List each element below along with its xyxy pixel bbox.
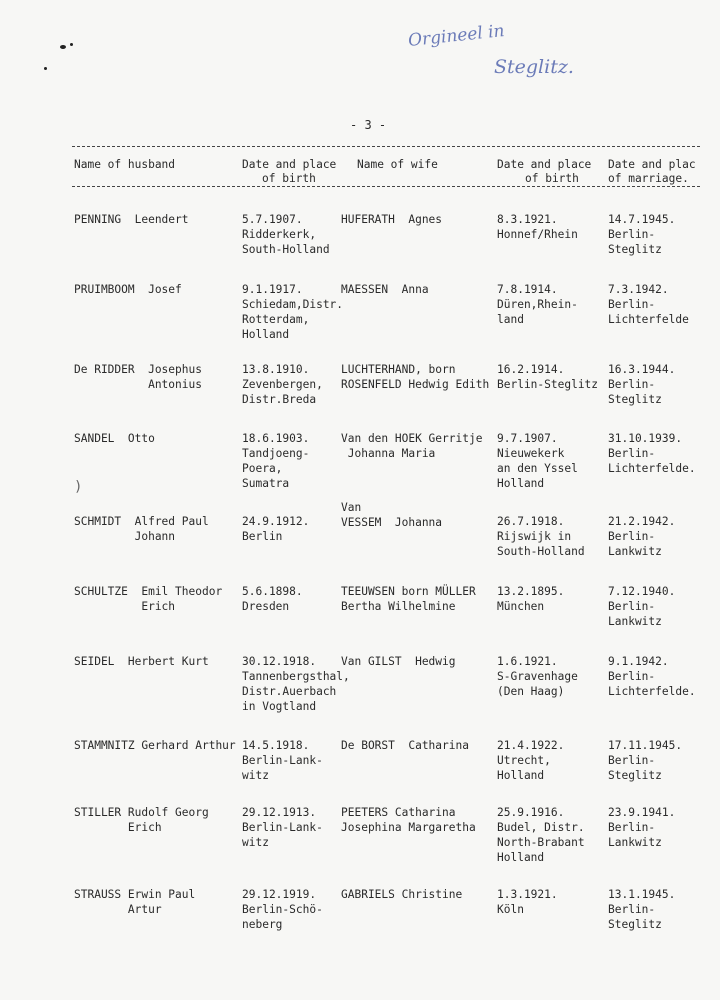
row-4-marriage: [608, 431, 696, 476]
husband-line-1: SCHMIDT Alfred Paul: [74, 515, 209, 528]
dob-line: (Den Haag): [497, 685, 565, 698]
husband-line-2: Erich: [74, 600, 176, 613]
husband-line-1: SCHULTZE Emil Theodor: [74, 585, 223, 598]
dob-line: Berlin-Schö-: [242, 903, 323, 916]
husband-line-1: SANDEL Otto: [74, 432, 155, 445]
dob-line: 7.8.1914.: [497, 283, 558, 296]
dom-line: Berlin-: [608, 447, 656, 460]
row-9-husband: [74, 805, 209, 835]
row-8-marriage: [608, 738, 682, 783]
wife-line: Johanna Maria: [341, 447, 436, 460]
dob-line: Rijswijk in: [497, 530, 572, 543]
row-9-wife-dob: [497, 805, 585, 865]
dom-line: Lichterfelde.: [608, 685, 696, 698]
husband-line-1: STAMMNITZ Gerhard Arthur: [74, 739, 236, 752]
wife-line: LUCHTERHAND, born: [341, 363, 456, 376]
husband-line-1: SEIDEL Herbert Kurt: [74, 655, 209, 668]
row-2-wife-dob: [497, 282, 578, 327]
dob-line: 26.7.1918.: [497, 515, 565, 528]
handwritten-note-line2: Steglitz.: [494, 56, 574, 78]
row-4-wife: [341, 431, 482, 461]
ink-mark: [60, 45, 66, 49]
dob-line: München: [497, 600, 545, 613]
dob-line: Tannenbergsthal,: [242, 670, 350, 683]
dom-line: Berlin-: [608, 228, 656, 241]
row-4-wife-dob: [497, 431, 578, 491]
header-husband-dob-1: Date and place: [242, 158, 337, 171]
row-5-marriage: [608, 514, 675, 559]
dob-line: Schiedam,Distr.: [242, 298, 344, 311]
row-1-marriage: [608, 212, 675, 257]
dob-line: 16.2.1914.: [497, 363, 565, 376]
row-7-husband-dob: [242, 654, 350, 714]
dob-line: 9.7.1907.: [497, 432, 558, 445]
dob-line: Poera,: [242, 462, 283, 475]
row-7-wife-dob: [497, 654, 578, 699]
row-3-wife-dob: [497, 362, 598, 392]
husband-line-1: PENNING Leendert: [74, 213, 189, 226]
dob-line: Distr.Breda: [242, 393, 317, 406]
row-10-husband-dob: [242, 887, 323, 932]
handwritten-note-line1: Orgineel in: [407, 21, 506, 51]
row-5-wife: [341, 500, 442, 530]
dom-line: Berlin-: [608, 754, 656, 767]
husband-line-1: PRUIMBOOM Josef: [74, 283, 182, 296]
row-7-husband: [74, 654, 209, 669]
dob-line: 29.12.1913.: [242, 806, 317, 819]
dob-line: 13.8.1910.: [242, 363, 310, 376]
wife-line: TEEUWSEN born MÜLLER: [341, 585, 476, 598]
dom-line: 9.1.1942.: [608, 655, 669, 668]
row-5-husband-dob: [242, 514, 309, 544]
dob-line: 18.6.1903.: [242, 432, 310, 445]
dob-line: 14.5.1918.: [242, 739, 310, 752]
dom-line: Berlin-: [608, 298, 656, 311]
dob-line: 8.3.1921.: [497, 213, 558, 226]
row-6-husband-dob: [242, 584, 303, 614]
wife-line: PEETERS Catharina: [341, 806, 456, 819]
dob-line: South-Holland: [242, 243, 330, 256]
dob-line: Tandjoeng-: [242, 447, 310, 460]
husband-line-2: Johann: [74, 530, 176, 543]
dob-line: S-Gravenhage: [497, 670, 578, 683]
row-8-husband-dob: [242, 738, 323, 783]
husband-line-1: STRAUSS Erwin Paul: [74, 888, 196, 901]
ink-mark: [44, 67, 47, 70]
dob-line: neberg: [242, 918, 283, 931]
wife-line: Van GILST Hedwig: [341, 655, 456, 668]
dob-line: an den Yssel: [497, 462, 578, 475]
dob-line: Sumatra: [242, 477, 290, 490]
dom-line: 14.7.1945.: [608, 213, 676, 226]
dob-line: Ridderkerk,: [242, 228, 317, 241]
dob-line: Holland: [497, 851, 545, 864]
dob-line: 21.4.1922.: [497, 739, 565, 752]
row-9-marriage: [608, 805, 675, 850]
dob-line: Utrecht,: [497, 754, 551, 767]
dom-line: 21.2.1942.: [608, 515, 676, 528]
dom-line: Lankwitz: [608, 615, 662, 628]
husband-line-2: Artur: [74, 903, 162, 916]
page-number: - 3 -: [350, 118, 387, 132]
row-6-husband: [74, 584, 222, 614]
dob-line: Rotterdam,: [242, 313, 310, 326]
dob-line: 1.3.1921.: [497, 888, 558, 901]
husband-line-1: De RIDDER Josephus: [74, 363, 202, 376]
row-8-wife-dob: [497, 738, 564, 783]
wife-line: MAESSEN Anna: [341, 283, 429, 296]
dom-line: Berlin-: [608, 600, 656, 613]
header-marriage-2: of marriage.: [608, 172, 689, 185]
dob-line: Berlin-Steglitz: [497, 378, 599, 391]
header-top-rule: [72, 146, 700, 147]
dob-line: Zevenbergen,: [242, 378, 323, 391]
dom-line: Lichterfelde: [608, 313, 689, 326]
dob-line: witz: [242, 836, 269, 849]
dob-line: Distr.Auerbach: [242, 685, 337, 698]
dob-line: Honnef/Rhein: [497, 228, 578, 241]
dom-line: 7.12.1940.: [608, 585, 676, 598]
dom-line: 31.10.1939.: [608, 432, 683, 445]
dob-line: in Vogtland: [242, 700, 317, 713]
row-6-wife-dob: [497, 584, 564, 614]
header-wife-dob-2: of birth: [525, 172, 579, 185]
header-husband: Name of husband: [74, 158, 176, 171]
row-3-husband: [74, 362, 202, 392]
row-3-wife: [341, 362, 489, 392]
row-7-marriage: [608, 654, 696, 699]
wife-line: VESSEM Johanna: [341, 516, 443, 529]
dom-line: 16.3.1944.: [608, 363, 676, 376]
ink-mark: [70, 43, 73, 46]
margin-bracket: ): [74, 479, 83, 495]
dob-line: Dresden: [242, 600, 290, 613]
dom-line: Berlin-: [608, 378, 656, 391]
dob-line: Berlin-Lank-: [242, 821, 323, 834]
row-3-husband-dob: [242, 362, 323, 407]
husband-line-2: Erich: [74, 821, 162, 834]
dob-line: Budel, Distr.: [497, 821, 585, 834]
row-5-wife-dob: [497, 514, 585, 559]
husband-line-1: STILLER Rudolf Georg: [74, 806, 209, 819]
header-wife-dob-1: Date and place: [497, 158, 592, 171]
dom-line: Lankwitz: [608, 545, 662, 558]
dom-line: Steglitz: [608, 243, 662, 256]
dob-line: Nieuwekerk: [497, 447, 565, 460]
row-2-wife: [341, 282, 429, 297]
row-9-husband-dob: [242, 805, 323, 850]
dob-line: North-Brabant: [497, 836, 585, 849]
dob-line: 5.7.1907.: [242, 213, 303, 226]
dom-line: Berlin-: [608, 670, 656, 683]
row-1-husband-dob: [242, 212, 330, 257]
wife-line: Van den HOEK Gerritje: [341, 432, 483, 445]
dob-line: 24.9.1912.: [242, 515, 310, 528]
header-bottom-rule: [72, 186, 700, 187]
row-10-wife-dob: [497, 887, 558, 917]
row-7-wife: [341, 654, 456, 669]
row-1-husband: [74, 212, 189, 227]
wife-line: De BORST Catharina: [341, 739, 469, 752]
dob-line: Berlin: [242, 530, 283, 543]
row-2-husband: [74, 282, 182, 297]
dob-line: Berlin-Lank-: [242, 754, 323, 767]
wife-line: Bertha Wilhelmine: [341, 600, 456, 613]
row-1-wife: [341, 212, 442, 227]
dom-line: Steglitz: [608, 918, 662, 931]
husband-line-2: Antonius: [74, 378, 202, 391]
wife-line: HUFERATH Agnes: [341, 213, 443, 226]
row-10-wife: [341, 887, 462, 902]
dob-line: 5.6.1898.: [242, 585, 303, 598]
dom-line: 23.9.1941.: [608, 806, 676, 819]
dob-line: Köln: [497, 903, 524, 916]
dob-line: witz: [242, 769, 269, 782]
dob-line: South-Holland: [497, 545, 585, 558]
header-marriage-1: Date and plac: [608, 158, 696, 171]
row-1-wife-dob: [497, 212, 578, 242]
row-9-wife: [341, 805, 476, 835]
row-8-wife: [341, 738, 469, 753]
row-10-marriage: [608, 887, 675, 932]
row-8-husband: [74, 738, 236, 753]
wife-line: Van: [341, 501, 362, 514]
row-6-marriage: [608, 584, 675, 629]
row-4-husband-dob: [242, 431, 309, 491]
wife-line: GABRIELS Christine: [341, 888, 463, 901]
dom-line: Steglitz: [608, 769, 662, 782]
dob-line: land: [497, 313, 524, 326]
dom-line: 17.11.1945.: [608, 739, 683, 752]
dob-line: 29.12.1919.: [242, 888, 317, 901]
row-3-marriage: [608, 362, 675, 407]
wife-line: ROSENFELD Hedwig Edith: [341, 378, 490, 391]
wife-line: Josephina Margaretha: [341, 821, 476, 834]
dom-line: Berlin-: [608, 821, 656, 834]
dom-line: Steglitz: [608, 393, 662, 406]
dom-line: Lankwitz: [608, 836, 662, 849]
header-wife: Name of wife: [357, 158, 438, 171]
dom-line: 13.1.1945.: [608, 888, 676, 901]
dob-line: Holland: [242, 328, 290, 341]
dom-line: 7.3.1942.: [608, 283, 669, 296]
dob-line: Holland: [497, 769, 545, 782]
row-10-husband: [74, 887, 195, 917]
dom-line: Lichterfelde.: [608, 462, 696, 475]
dob-line: 9.1.1917.: [242, 283, 303, 296]
dom-line: Berlin-: [608, 530, 656, 543]
row-4-husband: [74, 431, 155, 446]
row-5-husband: [74, 514, 209, 544]
dob-line: Holland: [497, 477, 545, 490]
dob-line: 1.6.1921.: [497, 655, 558, 668]
row-2-husband-dob: [242, 282, 343, 342]
dob-line: 13.2.1895.: [497, 585, 565, 598]
row-6-wife: [341, 584, 476, 614]
dob-line: 30.12.1918.: [242, 655, 317, 668]
row-2-marriage: [608, 282, 689, 327]
dob-line: Düren,Rhein-: [497, 298, 578, 311]
dob-line: 25.9.1916.: [497, 806, 565, 819]
dom-line: Berlin-: [608, 903, 656, 916]
header-husband-dob-2: of birth: [262, 172, 316, 185]
